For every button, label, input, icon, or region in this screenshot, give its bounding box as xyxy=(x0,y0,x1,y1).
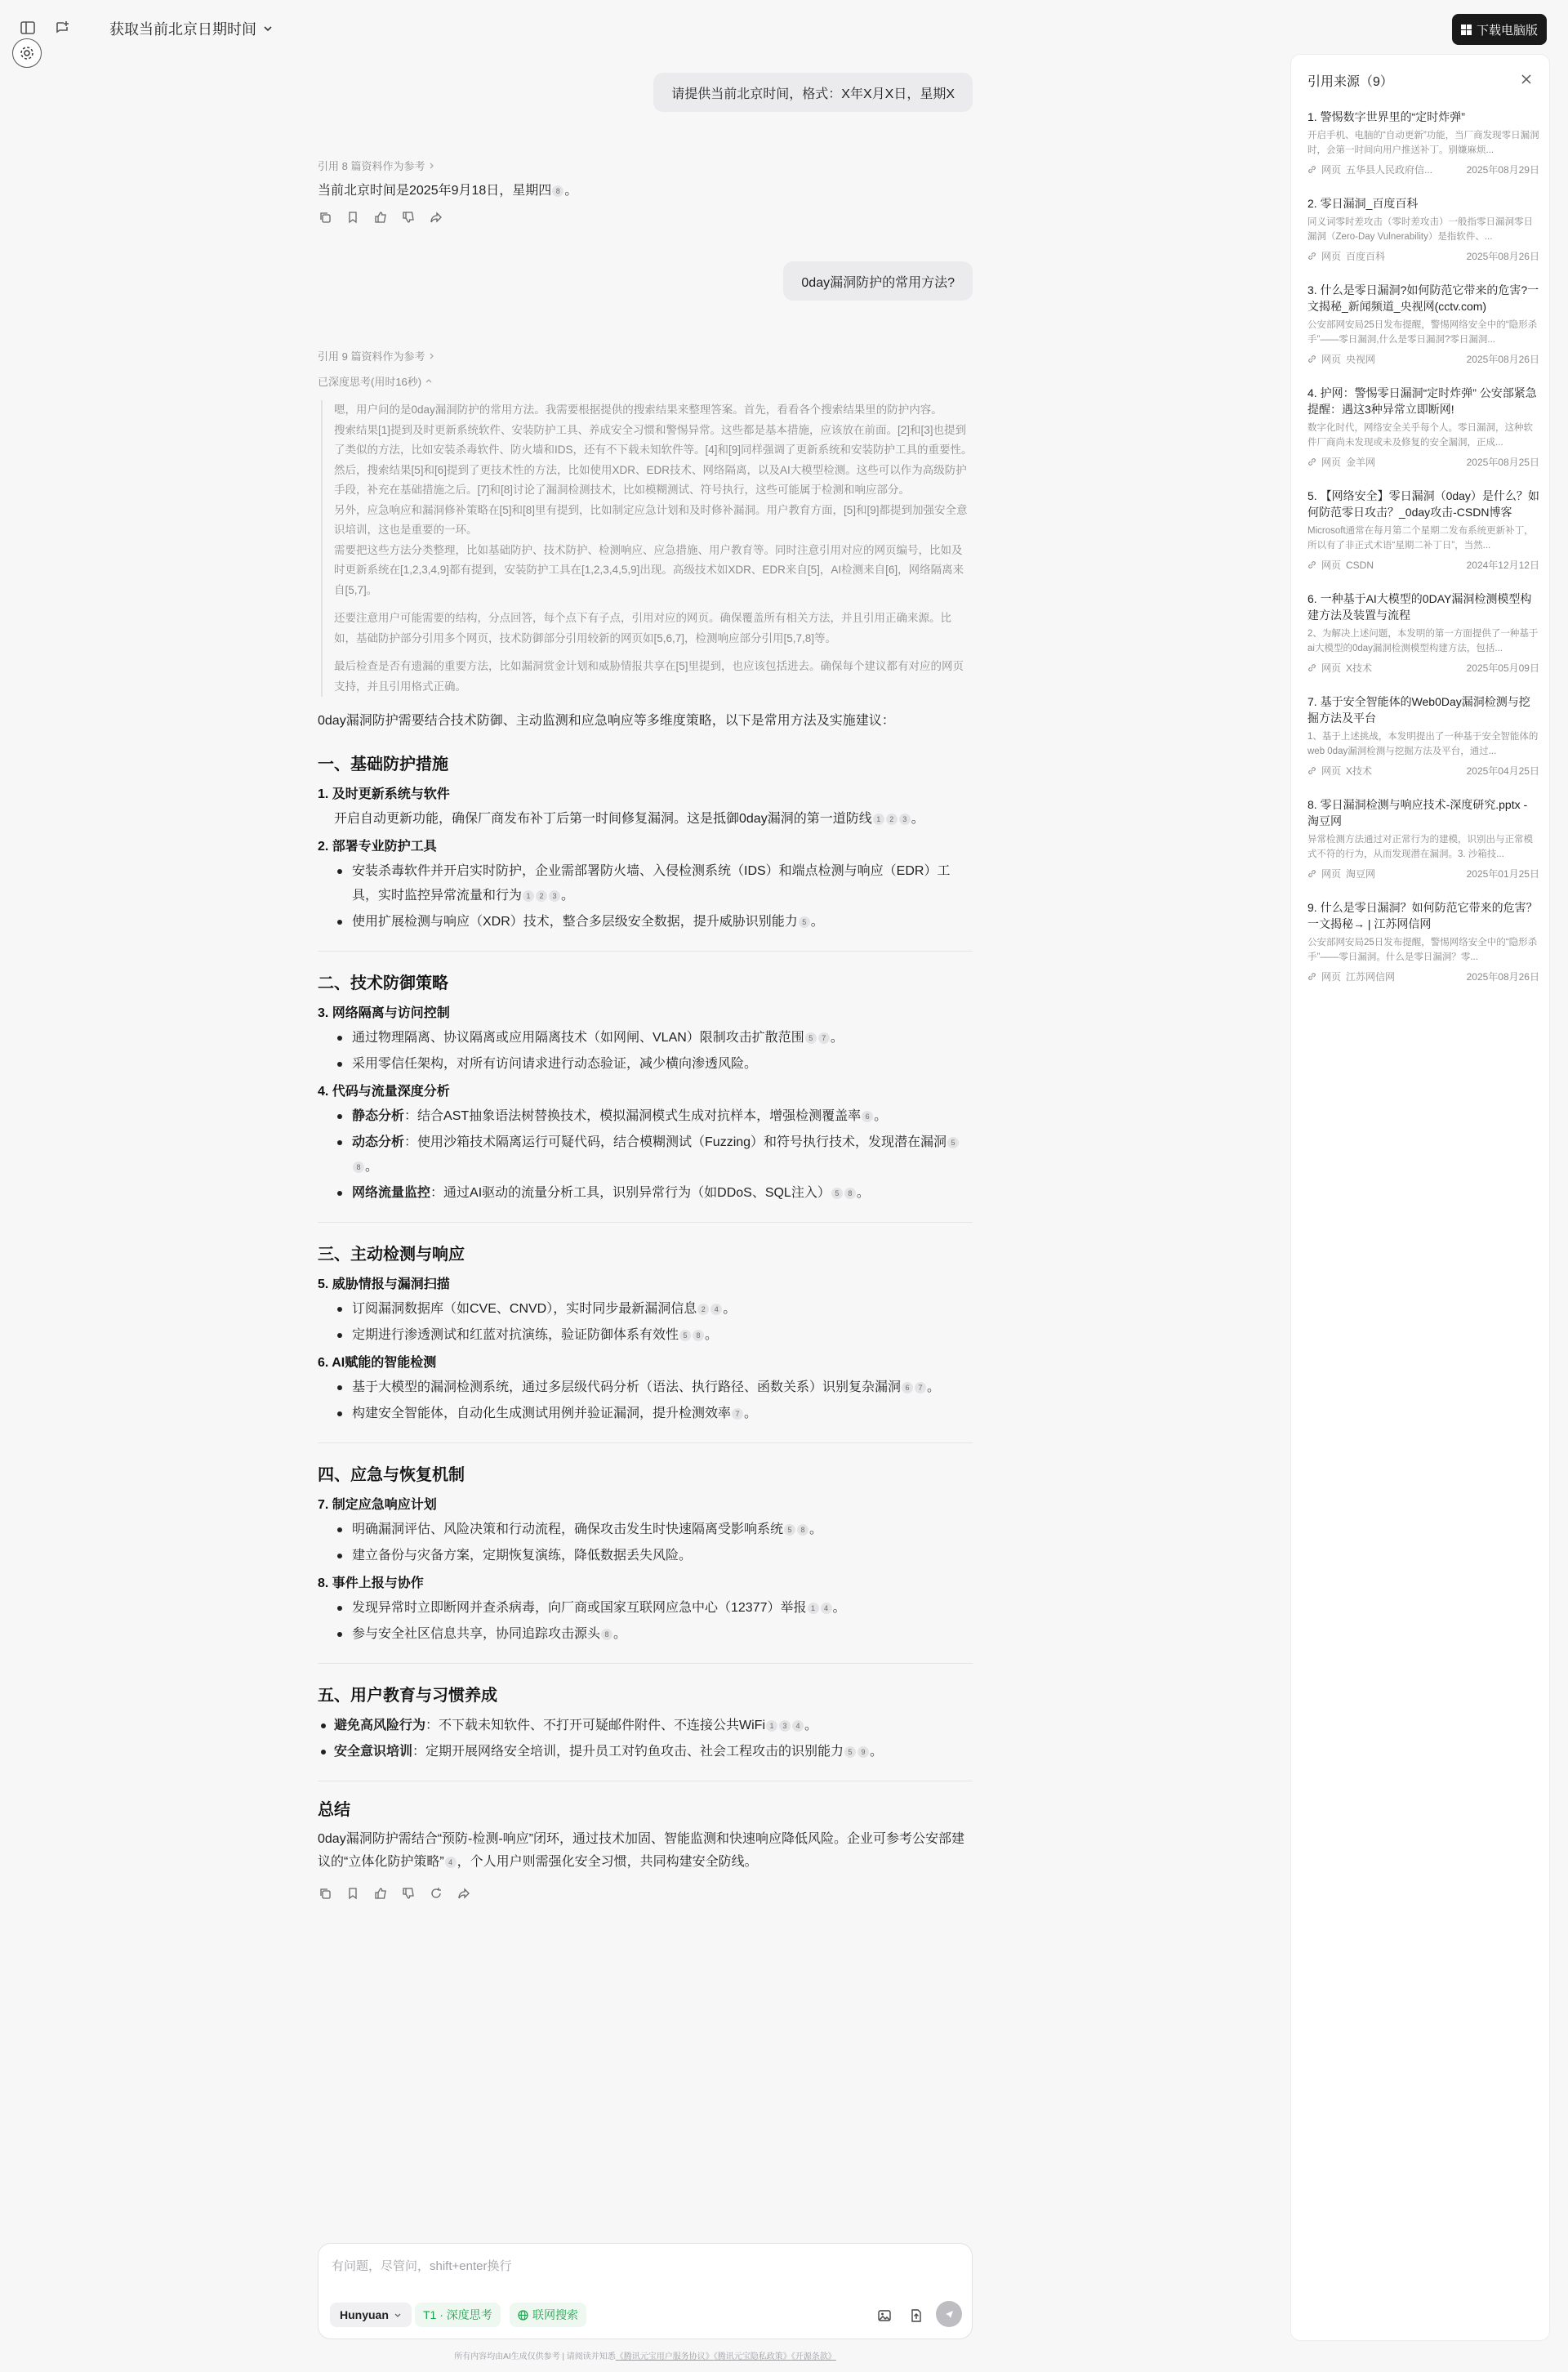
citation-badge[interactable]: 7 xyxy=(732,1408,743,1420)
terms-link[interactable]: 《腾讯元宝用户服务协议》 xyxy=(615,2352,714,2361)
section-heading: 三、主动检测与响应 xyxy=(318,1246,465,1264)
source-date: 2025年08月26日 xyxy=(1466,354,1539,365)
citation-badge[interactable]: 4 xyxy=(710,1304,722,1315)
divider xyxy=(318,1663,973,1664)
thinking-paragraph: 搜索结果[1]提到及时更新系统软件、安装防护工具、养成安全习惯和警惕异常。这些都是基本措施，应该放在前面。[2]和[3]也提到了类似的方法，比如安装杀毒软件、防火墙和IDS，还有不下载未知软件等。[4]和[9]同样强调了更新系统和安装防护工具的重要性。 xyxy=(334,423,973,456)
link-icon xyxy=(1307,354,1316,363)
deep-think-toggle[interactable]: T1 · 深度思考 xyxy=(415,2303,501,2327)
source-item[interactable] xyxy=(1307,693,1539,778)
share-icon[interactable] xyxy=(429,210,443,225)
link-icon xyxy=(1307,252,1316,261)
source-snippet: 2、为解决上述问题，本发明的第一方面提供了一种基于ai大模型的0day漏洞检测模型构建方法，包括... xyxy=(1307,629,1539,653)
chevron-down-icon xyxy=(263,24,273,33)
chevron-right-icon xyxy=(428,352,436,360)
source-type: 网页 xyxy=(1321,765,1342,777)
source-date: 2025年05月09日 xyxy=(1466,662,1539,674)
footer-disclaimer: 所有内容均由AI生成仅供参考 | 请阅读并知悉《腾讯元宝用户服务协议》《腾讯元宝隐私政策》《开源条款》 xyxy=(454,2352,836,2361)
source-meta xyxy=(1307,163,1539,176)
download-label: 下载电脑版 xyxy=(1476,23,1538,38)
citation-badge[interactable]: 8 xyxy=(353,1161,364,1173)
thumbs-down-icon[interactable] xyxy=(401,1886,416,1901)
top-bar xyxy=(0,0,1568,56)
thinking-paragraph: 最后检查是否有遗漏的重要方法，比如漏洞赏金计划和威胁情报共享在[5]里提到，也应该包括进去。确保每个建议都有对应的网页支持，并且引用格式正确。 xyxy=(334,660,964,693)
bullet-list xyxy=(318,1714,973,1764)
source-site: CSDN xyxy=(1346,559,1374,571)
chevron-right-icon xyxy=(428,162,436,170)
source-snippet: 1、基于上述挑战，本发明提出了一种基于安全智能体的web 0day漏洞检测与挖掘方法及平台，通过... xyxy=(1307,732,1539,756)
thinking-paragraph: 还要注意用户可能需要的结构，分点回答，每个点下有子点，引用对应的网页。确保覆盖所有相关方法，并且引用正确来源。比如，基础防护部分引用多个网页，技术防御部分引用较新的网页如[5,6,7]，检测响应部分引用[5,7,8]等。 xyxy=(334,612,951,644)
sources-title: 引用来源（9） xyxy=(1307,75,1393,89)
thinking-content xyxy=(321,400,973,697)
source-site: 五华县人民政府信... xyxy=(1346,164,1433,176)
section-heading: 一、基础防护措施 xyxy=(318,756,448,774)
file-upload-icon[interactable] xyxy=(908,2307,924,2324)
reference-count-1[interactable]: 引用 8 篇资料作为参考 xyxy=(318,158,973,173)
source-title[interactable]: 4. 护网：警惕零日漏洞“定时炸弹” 公安部紧急提醒：遇这3种异常立即断网! xyxy=(1307,386,1537,416)
source-site: X技术 xyxy=(1346,662,1373,674)
source-title[interactable]: 7. 基于安全智能体的Web0Day漏洞检测与挖掘方法及平台 xyxy=(1307,695,1530,725)
message-actions-1 xyxy=(318,207,973,227)
thinking-paragraph: 然后，搜索结果[5]和[6]提到了更技术性的方法，比如使用XDR、EDR技术、网络隔离，以及AI大模型检测。这些可以作为高级防护手段，补充在基础措施之后。[7]和[8]讨论了漏洞检测技术，比如模糊测试、符号执行，这些可能属于检测和响应部分。 xyxy=(334,463,967,496)
message-actions-2 xyxy=(318,1884,973,1903)
user-message-1: 请提供当前北京时间，格式：X年X月X日，星期X xyxy=(653,73,973,112)
chat-input-placeholder[interactable]: 有问题，尽管问，shift+enter换行 xyxy=(332,2259,512,2273)
source-item[interactable] xyxy=(1307,282,1539,366)
chevron-down-icon xyxy=(394,2311,402,2319)
citation-badge[interactable]: 2 xyxy=(886,814,898,825)
opensource-link[interactable]: 《开源条款》 xyxy=(791,2352,836,2361)
source-type: 网页 xyxy=(1321,662,1342,674)
citation-badge[interactable]: 5 xyxy=(679,1330,691,1341)
link-icon xyxy=(1307,165,1316,174)
chevron-up-icon xyxy=(425,377,433,386)
citation-badge[interactable]: 8 xyxy=(844,1188,856,1199)
source-type: 网页 xyxy=(1321,560,1342,571)
subsection-heading: 3. 网络隔离与访问控制 xyxy=(318,1006,450,1020)
citation-badge[interactable]: 9 xyxy=(858,1746,869,1758)
bullet-list xyxy=(318,1596,973,1647)
paragraph: 开启自动更新功能，确保厂商发布补丁后第一时间修复漏洞。这是抵御0day漏洞的第一道防线 1 2 3 。 xyxy=(334,812,924,826)
source-meta xyxy=(1307,867,1539,881)
image-upload-icon[interactable] xyxy=(876,2307,893,2324)
section-heading: 二、技术防御策略 xyxy=(318,974,448,992)
download-desktop-button[interactable] xyxy=(1452,14,1547,45)
source-item[interactable] xyxy=(1307,109,1539,176)
source-date: 2025年08月25日 xyxy=(1466,457,1539,468)
conversation-title-dropdown[interactable] xyxy=(109,18,273,39)
share-icon[interactable] xyxy=(457,1886,471,1901)
summary-text: 0day漏洞防护需结合“预防-检测-响应”闭环，通过技术加固、智能监测和快速响应降低风险。企业可参考公安部建议的“立体化防护策略” 4 ，个人用户则需强化安全习惯，共同构建安全防线。 xyxy=(318,1832,965,1869)
source-meta xyxy=(1307,558,1539,572)
bullet-list xyxy=(318,859,973,934)
subsection-heading: 4. 代码与流量深度分析 xyxy=(318,1085,450,1099)
thumbs-down-icon[interactable] xyxy=(401,210,416,225)
citation-badge[interactable]: 3 xyxy=(549,890,560,902)
source-date: 2024年12月12日 xyxy=(1466,560,1539,571)
list-item: 安装杀毒软件并开启实时防护，企业需部署防火墙、入侵检测系统（IDS）和端点检测与响应（EDR）工具，实时监控异常流量和行为 1 2 3 。 xyxy=(334,859,973,908)
thumbs-up-icon[interactable] xyxy=(373,1886,388,1901)
source-type: 网页 xyxy=(1321,868,1342,880)
thumbs-up-icon[interactable] xyxy=(373,210,388,225)
list-item: 通过物理隔离、协议隔离或应用隔离技术（如网闸、VLAN）限制攻击扩散范围 5 7 。 xyxy=(334,1026,973,1050)
source-type: 网页 xyxy=(1321,971,1342,983)
source-title[interactable]: 6. 一种基于AI大模型的0DAY漏洞检测模型构建方法及装置与流程 xyxy=(1307,592,1532,622)
list-item: 参与安全社区信息共享，协同追踪攻击源头 8 。 xyxy=(334,1622,973,1647)
citation-badge[interactable]: 5 xyxy=(805,1032,817,1044)
source-meta xyxy=(1307,249,1539,263)
divider xyxy=(318,1442,973,1443)
subsection-heading: 8. 事件上报与协作 xyxy=(318,1576,424,1590)
subsection-heading: 7. 制定应急响应计划 xyxy=(318,1498,437,1512)
source-site: 央视网 xyxy=(1346,354,1376,365)
citation-badge[interactable]: 8 xyxy=(797,1524,808,1536)
bookmark-icon[interactable] xyxy=(345,210,360,225)
source-meta xyxy=(1307,352,1539,366)
sidebar-toggle-icon[interactable] xyxy=(18,18,38,38)
source-title[interactable]: 5. 【网络安全】零日漏洞（0day）是什么？如何防范零日攻击？_0day攻击-CSDN博客 xyxy=(1307,489,1539,519)
sources-list xyxy=(1307,109,1539,1002)
source-item[interactable] xyxy=(1307,488,1539,572)
windows-logo-icon xyxy=(1461,25,1472,35)
thinking-toggle[interactable]: 已深度思考(用时16秒) xyxy=(318,373,973,389)
source-snippet: 开启手机、电脑的“自动更新”功能，当厂商发现零日漏洞时，会第一时间向用户推送补丁。别嫌麻烦... xyxy=(1307,131,1539,155)
bookmark-icon[interactable] xyxy=(345,1886,360,1901)
user-message-2: 0day漏洞防护的常用方法? xyxy=(783,261,973,301)
list-item: 明确漏洞评估、风险决策和行动流程，确保攻击发生时快速隔离受影响系统 5 8 。 xyxy=(334,1518,973,1542)
reference-count-2[interactable]: 引用 9 篇资料作为参考 xyxy=(318,348,973,363)
list-item: 采用零信任架构，对所有访问请求进行动态验证，减少横向渗透风险。 xyxy=(334,1052,973,1077)
source-snippet: 公安部网安局25日发布提醒，警惕网络安全中的“隐形杀手”——零日漏洞。什么是零日漏洞？零... xyxy=(1307,938,1538,962)
chat-input-box[interactable] xyxy=(318,2243,973,2339)
link-icon xyxy=(1307,869,1316,878)
section-heading: 四、应急与恢复机制 xyxy=(318,1466,465,1484)
citation-badge[interactable]: 1 xyxy=(766,1720,777,1732)
citation-badge[interactable]: 4 xyxy=(792,1720,804,1732)
citation-badge[interactable]: 1 xyxy=(873,814,884,825)
bullet-list xyxy=(318,1375,973,1426)
list-item: 构建安全智能体，自动化生成测试用例并验证漏洞，提升检测效率 7 。 xyxy=(334,1402,973,1426)
link-icon xyxy=(1307,766,1316,775)
bullet-list xyxy=(318,1297,973,1348)
citation-badge[interactable]: 8 xyxy=(693,1330,704,1341)
list-item: 安全意识培训：定期开展网络安全培训，提升员工对钓鱼攻击、社会工程攻击的识别能力 5 9 。 xyxy=(318,1740,973,1764)
source-item[interactable] xyxy=(1307,796,1539,881)
citation-badge[interactable]: 4 xyxy=(445,1857,457,1868)
thinking-paragraph: 需要把这些方法分类整理，比如基础防护、技术防护、检测响应、应急措施、用户教育等。同时注意引用对应的网页编号，比如及时更新系统在[1,2,3,4,9]都有提到，安装防护工具在[1,2,3,4,5,9]出现。高级技术如XDR、EDR来自[5]，AI检测来自[6]，网络隔离来自[5,7]。 xyxy=(334,543,964,596)
source-title[interactable]: 9. 什么是零日漏洞？如何防范它带来的危害？一文揭秘→ | 江苏网信网 xyxy=(1307,901,1538,930)
close-icon[interactable] xyxy=(1518,71,1535,87)
answer-intro: 0day漏洞防护需要结合技术防御、主动监测和应急响应等多维度策略，以下是常用方法及实施建议： xyxy=(318,714,895,728)
link-icon xyxy=(1307,560,1316,569)
list-item: 使用扩展检测与响应（XDR）技术，整合多层级安全数据，提升威胁识别能力 5 。 xyxy=(334,910,973,934)
source-meta xyxy=(1307,661,1539,675)
conversation-title: 获取当前北京日期时间 xyxy=(109,21,256,38)
source-site: 江苏网信网 xyxy=(1346,971,1396,983)
list-item: 基于大模型的漏洞检测系统，通过多层级代码分析（语法、执行路径、函数关系）识别复杂漏洞 6 7 。 xyxy=(334,1375,973,1400)
source-date: 2025年01月25日 xyxy=(1466,868,1539,880)
section-heading: 五、用户教育与习惯养成 xyxy=(318,1687,497,1705)
source-snippet: Microsoft通常在每月第二个星期二发布系统更新补丁，所以有了非正式术语“星期二补丁日”，当然... xyxy=(1307,526,1534,551)
new-chat-icon[interactable] xyxy=(52,18,72,38)
send-arrow-icon xyxy=(942,2307,956,2321)
bullet-list xyxy=(318,1104,973,1206)
source-meta xyxy=(1307,455,1539,469)
source-item[interactable] xyxy=(1307,591,1539,675)
source-meta xyxy=(1307,970,1539,983)
source-snippet: 同义词零时差攻击（零时差攻击）一般指零日漏洞零日漏洞（Zero-Day Vulnerability）是指软件、... xyxy=(1307,217,1533,242)
list-item: 订阅漏洞数据库（如CVE、CNVD），实时同步最新漏洞信息 2 4 。 xyxy=(334,1297,973,1322)
citation-badge[interactable]: 7 xyxy=(818,1032,830,1044)
divider xyxy=(318,1222,973,1223)
source-item[interactable] xyxy=(1307,385,1539,469)
source-site: 百度百科 xyxy=(1346,251,1386,262)
privacy-link[interactable]: 《腾讯元宝隐私政策》 xyxy=(713,2352,791,2361)
source-date: 2025年08月26日 xyxy=(1466,251,1539,262)
bullet-list xyxy=(318,1518,973,1568)
citation-badge[interactable]: 5 xyxy=(784,1524,795,1536)
summary-heading: 总结 xyxy=(318,1801,350,1819)
source-type: 网页 xyxy=(1321,354,1342,365)
bullet-list xyxy=(318,1026,973,1077)
model-selector[interactable]: Hunyuan xyxy=(330,2303,412,2327)
source-item[interactable] xyxy=(1307,899,1539,983)
web-search-toggle[interactable]: 联网搜索 xyxy=(510,2303,586,2327)
source-type: 网页 xyxy=(1321,457,1342,468)
list-item: 发现异常时立即断网并查杀病毒，向厂商或国家互联网应急中心（12377）举报 1 4 。 xyxy=(334,1596,973,1621)
source-title[interactable]: 1. 警惕数字世界里的“定时炸弹” xyxy=(1307,110,1465,123)
settings-icon[interactable] xyxy=(12,38,42,68)
source-date: 2025年08月29日 xyxy=(1466,164,1539,176)
source-snippet: 数字化时代，网络安全关乎每个人。零日漏洞，这种软件厂商尚未发现或未及修复的安全漏洞，正成... xyxy=(1307,423,1533,448)
list-item: 静态分析：结合AST抽象语法树替换技术，模拟漏洞模式生成对抗样本，增强检测覆盖率 6 。 xyxy=(334,1104,973,1129)
source-date: 2025年04月25日 xyxy=(1466,765,1539,777)
source-site: X技术 xyxy=(1346,765,1373,777)
subsection-heading: 5. 威胁情报与漏洞扫描 xyxy=(318,1277,450,1291)
subsection-heading: 2. 部署专业防护工具 xyxy=(318,840,437,854)
citation-badge[interactable]: 1 xyxy=(523,890,534,902)
send-button[interactable] xyxy=(936,2301,962,2327)
source-date: 2025年08月26日 xyxy=(1466,971,1539,983)
list-item: 建立备份与灾备方案，定期恢复演练，降低数据丢失风险。 xyxy=(334,1544,973,1568)
source-type: 网页 xyxy=(1321,251,1342,262)
citation-badge[interactable]: 8 xyxy=(601,1629,612,1640)
link-icon xyxy=(1307,457,1316,466)
citation-badge[interactable]: 8 xyxy=(552,185,564,197)
citation-badge[interactable]: 2 xyxy=(536,890,547,902)
source-title[interactable]: 3. 什么是零日漏洞?如何防范它带来的危害?一文揭秘_新闻频道_央视网(cctv.com) xyxy=(1307,283,1539,313)
citation-badge[interactable]: 5 xyxy=(947,1137,959,1148)
divider xyxy=(318,951,973,952)
citation-badge[interactable]: 3 xyxy=(899,814,911,825)
list-item: 定期进行渗透测试和红蓝对抗演练，验证防御体系有效性 5 8 。 xyxy=(334,1323,973,1348)
source-type: 网页 xyxy=(1321,164,1342,176)
link-icon xyxy=(1307,972,1316,981)
source-item[interactable] xyxy=(1307,195,1539,263)
list-item: 动态分析：使用沙箱技术隔离运行可疑代码，结合模糊测试（Fuzzing）和符号执行技术，发现潜在漏洞 58 。 xyxy=(334,1130,973,1179)
citation-badge[interactable]: 3 xyxy=(779,1720,791,1732)
copy-icon[interactable] xyxy=(318,1886,332,1901)
source-meta xyxy=(1307,764,1539,778)
citation-badge[interactable]: 5 xyxy=(844,1746,856,1758)
globe-icon xyxy=(518,2310,528,2321)
citation-badge[interactable]: 6 xyxy=(902,1382,913,1393)
source-title[interactable]: 8. 零日漏洞检测与响应技术-深度研究.pptx - 淘豆网 xyxy=(1307,798,1528,827)
list-item: 网络流量监控：通过AI驱动的流量分析工具，识别异常行为（如DDoS、SQL注入） 5 8 。 xyxy=(334,1181,973,1206)
thinking-paragraph: 另外，应急响应和漏洞修补策略在[5]和[8]里有提到，比如制定应急计划和及时修补漏洞。用户教育方面，[5]和[9]都提到加强安全意识培训，这也是重要的一环。 xyxy=(334,503,968,536)
source-site: 淘豆网 xyxy=(1346,868,1376,880)
sources-panel xyxy=(1290,54,1550,2341)
chat-column xyxy=(318,65,973,1903)
subsection-heading: 1. 及时更新系统与软件 xyxy=(318,787,450,801)
regenerate-icon[interactable] xyxy=(429,1886,443,1901)
source-snippet: 异常检测方法通过对正常行为的建模，识别出与正常模式不符的行为，从而发现潜在漏洞。3. 沙箱技... xyxy=(1307,835,1533,859)
assistant-message-1: 当前北京时间是2025年9月18日，星期四 8 。 xyxy=(318,184,578,198)
citation-badge[interactable]: 7 xyxy=(915,1382,926,1393)
copy-icon[interactable] xyxy=(318,210,332,225)
citation-badge[interactable]: 5 xyxy=(799,916,810,928)
citation-badge[interactable]: 4 xyxy=(821,1603,832,1614)
list-item: 避免高风险行为：不下载未知软件、不打开可疑邮件附件、不连接公共WiFi 1 3 4 。 xyxy=(318,1714,973,1738)
source-snippet: 公安部网安局25日发布提醒，警惕网络安全中的“隐形杀手”——零日漏洞,什么是零日漏洞?零日漏洞... xyxy=(1307,320,1538,345)
citation-badge[interactable]: 5 xyxy=(831,1188,843,1199)
subsection-heading: 6. AI赋能的智能检测 xyxy=(318,1356,437,1370)
source-title[interactable]: 2. 零日漏洞_百度百科 xyxy=(1307,197,1419,210)
citation-badge[interactable]: 2 xyxy=(697,1304,709,1315)
source-site: 金羊网 xyxy=(1346,457,1376,468)
citation-badge[interactable]: 6 xyxy=(862,1111,873,1122)
link-icon xyxy=(1307,663,1316,672)
citation-badge[interactable]: 1 xyxy=(808,1603,819,1614)
thinking-paragraph: 嗯，用户问的是0day漏洞防护的常用方法。我需要根据提供的搜索结果来整理答案。首先，看看各个搜索结果里的防护内容。 xyxy=(334,404,942,416)
